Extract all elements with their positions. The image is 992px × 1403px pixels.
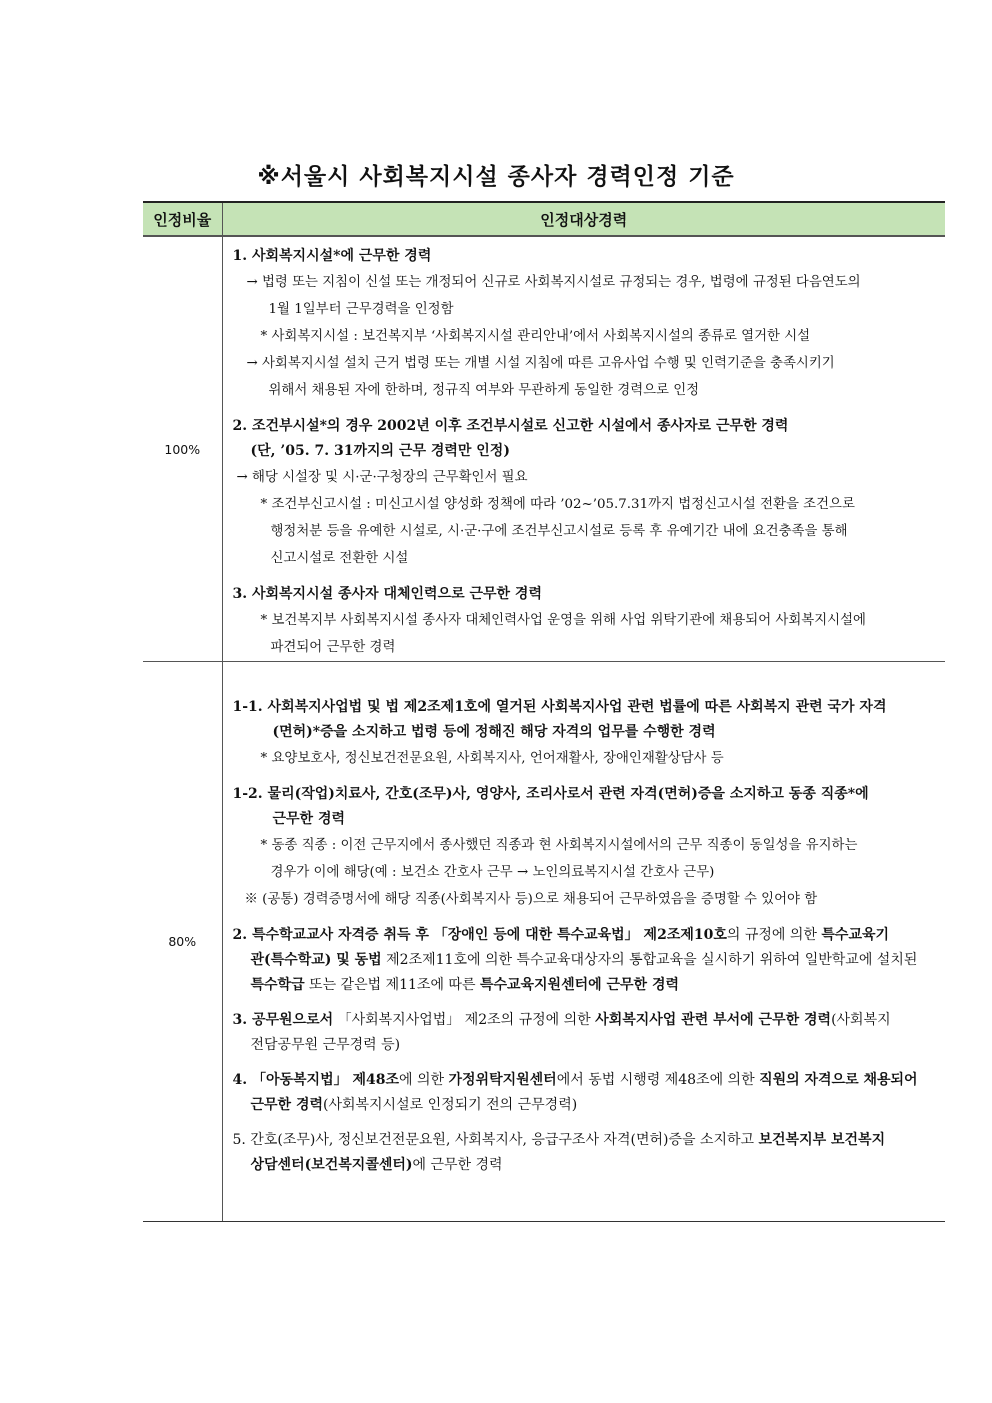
career-cell xyxy=(222,236,945,662)
rate-cell: 100% xyxy=(143,236,222,662)
career-item: 1-1. 사회복지사업법 및 법 제2조제1호에 열거된 사회복지사업 관련 법률에 따른 사회복지 관련 국가 자격 (면허)*증을 소지하고 법령 등에 정해진 해당 자격의 업무를 수행한 경력 xyxy=(232,699,887,740)
career-note: * 조건부신고시설 : 미신고시설 양성화 정책에 따라 ’02~’05.7.31까지 법정신고시설 전환을 조건으로 행정처분 등을 유예한 시설로, 시·군·구에 조건부신고시설로 등록 후 유예기간 내에 요건충족을 통해 신고시설로 전환한 시설 xyxy=(260,497,855,566)
criteria-table xyxy=(143,201,945,1222)
career-detail: → 해당 시설장 및 시·군·구청장의 근무확인서 필요 xyxy=(236,470,528,485)
career-item: 2. 조건부시설*의 경우 2002년 이후 조건부시설로 신고한 시설에서 종사자로 근무한 경력 (단, ’05. 7. 31까지의 근무 경력만 인정) xyxy=(232,418,789,459)
career-item: 2. 특수학교교사 자격증 취득 후 「장애인 등에 대한 특수교육법」 제2조제10호의 규정에 의한 특수교육기 관(특수학교) 및 동법 제2조제11호에 의한 특수교육대상자의 통합교육을 실시하기 위하여 일반학교에 설치된 특수학급 또는 같은법 제11조에 따른 특수교육지원센터에 근무한 경력 xyxy=(232,927,918,993)
career-item: 3. 사회복지시설 종사자 대체인력으로 근무한 경력 xyxy=(232,586,542,602)
column-header-rate: 인정비율 xyxy=(143,202,222,236)
career-note: * 동종 직종 : 이전 근무지에서 종사했던 직종과 현 사회복지시설에서의 근무 직종이 동일성을 유지하는 경우가 이에 해당(예 : 보건소 간호사 근무 → 노인의료복지시설 간호사 근무) xyxy=(260,838,858,880)
career-item: 1. 사회복지시설*에 근무한 경력 xyxy=(232,248,432,264)
table-header-row xyxy=(143,202,945,236)
career-item: 1-2. 물리(작업)치료사, 간호(조무)사, 영양사, 조리사로서 관련 자격(면허)증을 소지하고 동종 직종*에 근무한 경력 xyxy=(232,786,869,827)
table-row xyxy=(143,662,945,1222)
career-note: * 보건복지부 사회복지시설 종사자 대체인력사업 운영을 위해 사업 위탁기관에 채용되어 사회복지시설에 파견되어 근무한 경력 xyxy=(260,613,866,655)
career-note: ※ (공통) 경력증명서에 해당 직종(사회복지사 등)으로 채용되어 근무하였음을 증명할 수 있어야 함 xyxy=(244,892,818,907)
career-note: * 요양보호사, 정신보건전문요원, 사회복지사, 언어재활사, 장애인재활상담사 등 xyxy=(260,751,724,766)
column-header-career: 인정대상경력 xyxy=(222,202,945,236)
career-detail: → 사회복지시설 설치 근거 법령 또는 개별 시설 지침에 따른 고유사업 수행 및 인력기준을 충족시키기 위해서 채용된 자에 한하며, 정규직 여부와 무관하게 동일한 경력으로 인정 xyxy=(246,356,835,398)
career-detail: → 법령 또는 지침이 신설 또는 개정되어 신규로 사회복지시설로 규정되는 경우, 법령에 규정된 다음연도의 1월 1일부터 근무경력을 인정함 xyxy=(246,275,861,317)
career-item: 4. 「아동복지법」 제48조에 의한 가정위탁지원센터에서 동법 시행령 제48조에 의한 직원의 자격으로 채용되어 근무한 경력(사회복지시설로 인정되기 전의 근무경력) xyxy=(232,1072,918,1113)
page-title: ※서울시 사회복지시설 종사자 경력인정 기준 xyxy=(257,164,735,190)
rate-cell: 80% xyxy=(143,662,222,1222)
career-note: * 사회복지시설 : 보건복지부 ‘사회복지시설 관리안내’에서 사회복지시설의 종류로 열거한 시설 xyxy=(260,329,811,344)
career-item: 3. 공무원으로서 「사회복지사업법」 제2조의 규정에 의한 사회복지사업 관련 부서에 근무한 경력(사회복지 전담공무원 근무경력 등) xyxy=(232,1012,891,1053)
career-item: 5. 간호(조무)사, 정신보건전문요원, 사회복지사, 응급구조사 자격(면허)증을 소지하고 보건복지부 보건복지 상담센터(보건복지콜센터)에 근무한 경력 xyxy=(232,1132,886,1173)
career-cell xyxy=(222,662,945,1222)
table-row xyxy=(143,236,945,662)
